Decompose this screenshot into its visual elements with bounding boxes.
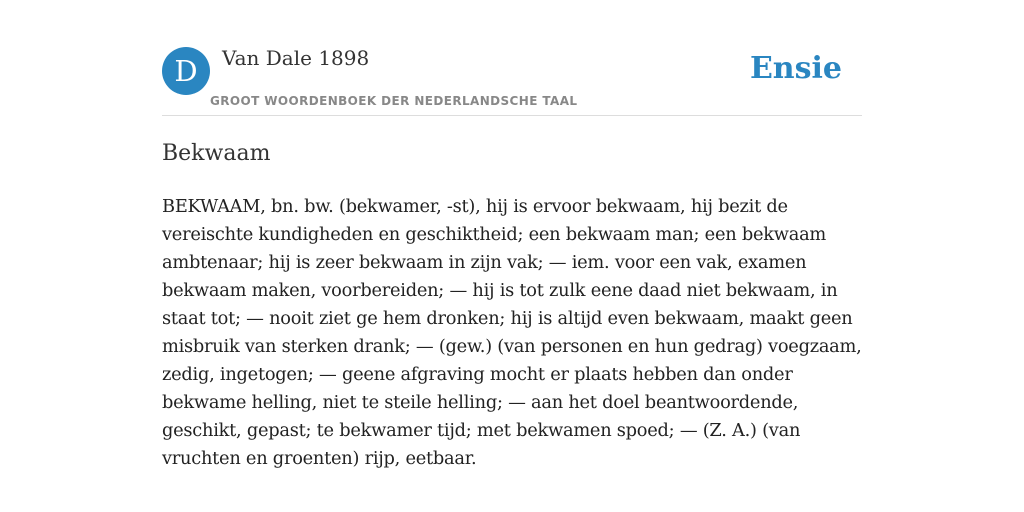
ensie-logo[interactable]: Ensie [749,51,842,86]
source-subtitle: GROOT WOORDENBOEK DER NEDERLANDSCHE TAAL [210,94,578,108]
source-title[interactable]: Van Dale 1898 [222,46,370,70]
entry-title: Bekwaam [162,141,271,166]
source-header [162,45,862,116]
entry-card [162,45,862,469]
source-avatar[interactable]: D [162,47,210,95]
entry-definition: BEKWAAM, bn. bw. (bekwamer, -st), hij is ervoor bekwaam, hij bezit de vereischte kundigheden en geschiktheid; een bekwaam man; een bekwaam ambtenaar; hij is zeer bekwaam in zijn vak; — iem. voor een vak, examen bekwaam maken, voorbereiden; — hij is tot zulk eene daad niet bekwaam, in staat tot; — nooit ziet ge hem dronken; hij is altijd even bekwaam, maakt geen misbruik van sterken drank; — (gew.) (van personen en hun gedrag) voegzaam, zedig, ingetogen; — geene afgraving mocht er plaats hebben dan onder bekwame helling, niet te steile helling; — aan het doel beantwoordende, geschikt, gepast; te bekwamer tijd; met bekwamen spoed; — (Z. A.) (van vruchten en groenten) rijp, eetbaar. [162,196,862,469]
